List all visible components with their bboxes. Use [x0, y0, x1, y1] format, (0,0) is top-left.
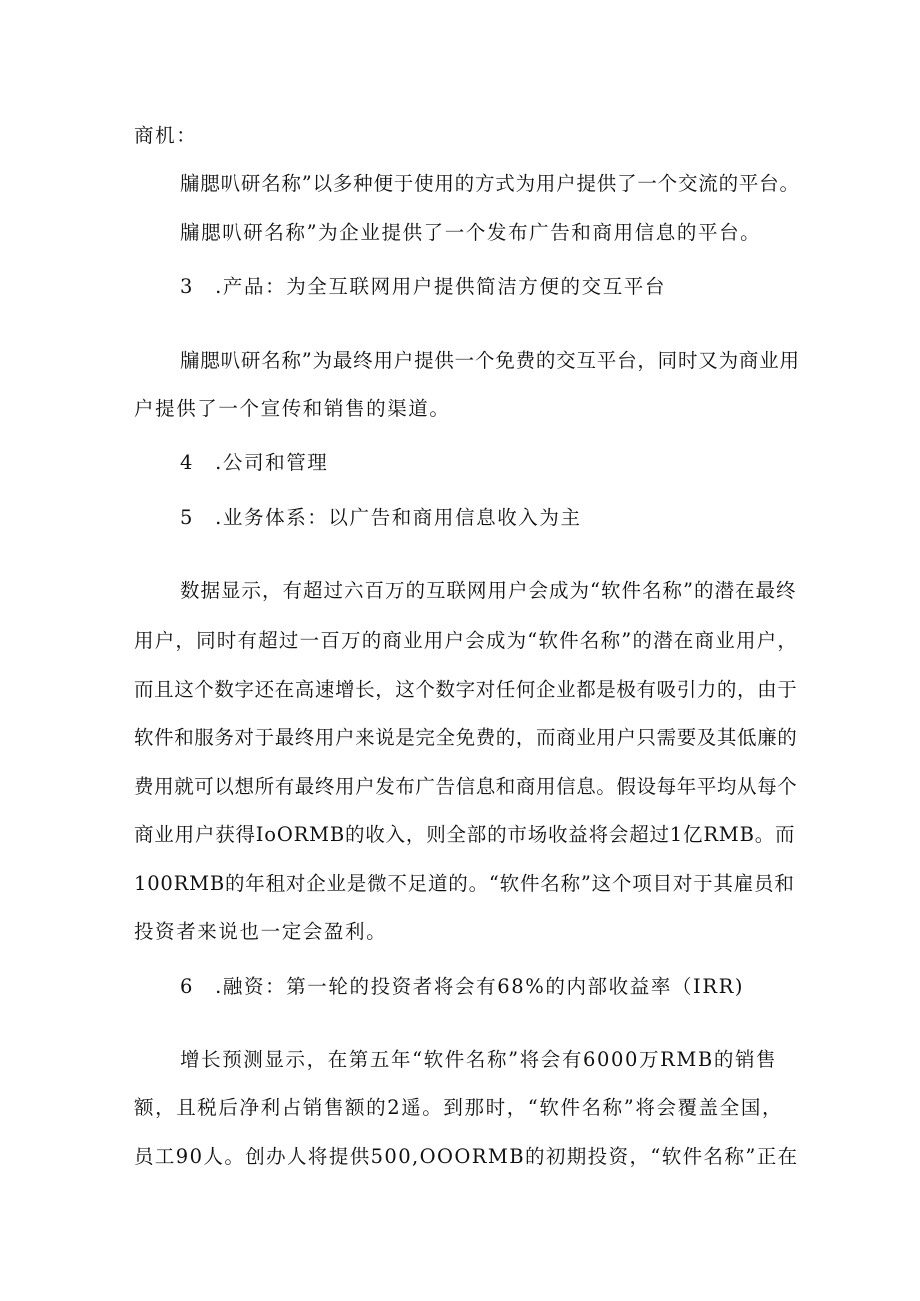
- line-paragraph: 商业用户获得IoORMB的收入，则全部的市场收益将会超过1亿RMB。而: [134, 823, 796, 846]
- line-paragraph: 软件和服务对于最终用户来说是完全免费的，而商业用户只需要及其低廉的: [134, 726, 798, 749]
- line-heading-business-system: 5 .业务体系：以广告和商用信息收入为主: [180, 506, 582, 529]
- line-paragraph: 增长预测显示，在第五年“软件名称”将会有6000万RMB的销售: [180, 1048, 778, 1071]
- line-paragraph: 而且这个数字还在高速增长，这个数字对任何企业都是极有吸引力的，由于: [134, 678, 798, 701]
- line-paragraph: 额，且税后净利占销售额的2遥。到那时，“软件名称”将会覆盖全国，: [134, 1096, 784, 1119]
- line-paragraph: 牖腮叭研名称”为最终用户提供一个免费的交互平台，同时又为商业用: [180, 349, 800, 372]
- line-heading-financing: 6 .融资：第一轮的投资者将会有68%的内部收益率（IRR): [180, 975, 745, 998]
- line-paragraph: 牖腮叭研名称”为企业提供了一个发布广告和商用信息的平台。: [180, 221, 762, 244]
- line-paragraph: 数据显示，有超过六百万的互联网用户会成为“软件名称”的潜在最终: [180, 579, 797, 602]
- line-paragraph: 100RMB的年租对企业是微不足道的。“软件名称”这个项目对于其雇员和: [134, 872, 795, 895]
- line-paragraph: 用户，同时有超过一百万的商业用户会成为“软件名称”的潜在商业用户，: [134, 629, 799, 652]
- line-paragraph: 员工90人。创办人将提供500,OOORMB的初期投资，“软件名称”正在: [134, 1145, 799, 1168]
- line-paragraph: 户提供了一个宣传和销售的渠道。: [134, 397, 451, 420]
- line-paragraph: 投资者来说也一定会盈利。: [134, 920, 388, 943]
- line-paragraph: 费用就可以想所有最终用户发布广告信息和商用信息。假设每年平均从每个: [134, 775, 798, 798]
- line-heading-product: 3 .产品：为全互联网用户提供简洁方便的交互平台: [180, 275, 667, 298]
- line-heading-business-opportunity: 商机：: [134, 124, 198, 147]
- line-paragraph: 牖腮叭研名称”以多种便于使用的方式为用户提供了一个交流的平台。: [180, 172, 800, 195]
- line-heading-company: 4 .公司和管理: [180, 451, 329, 474]
